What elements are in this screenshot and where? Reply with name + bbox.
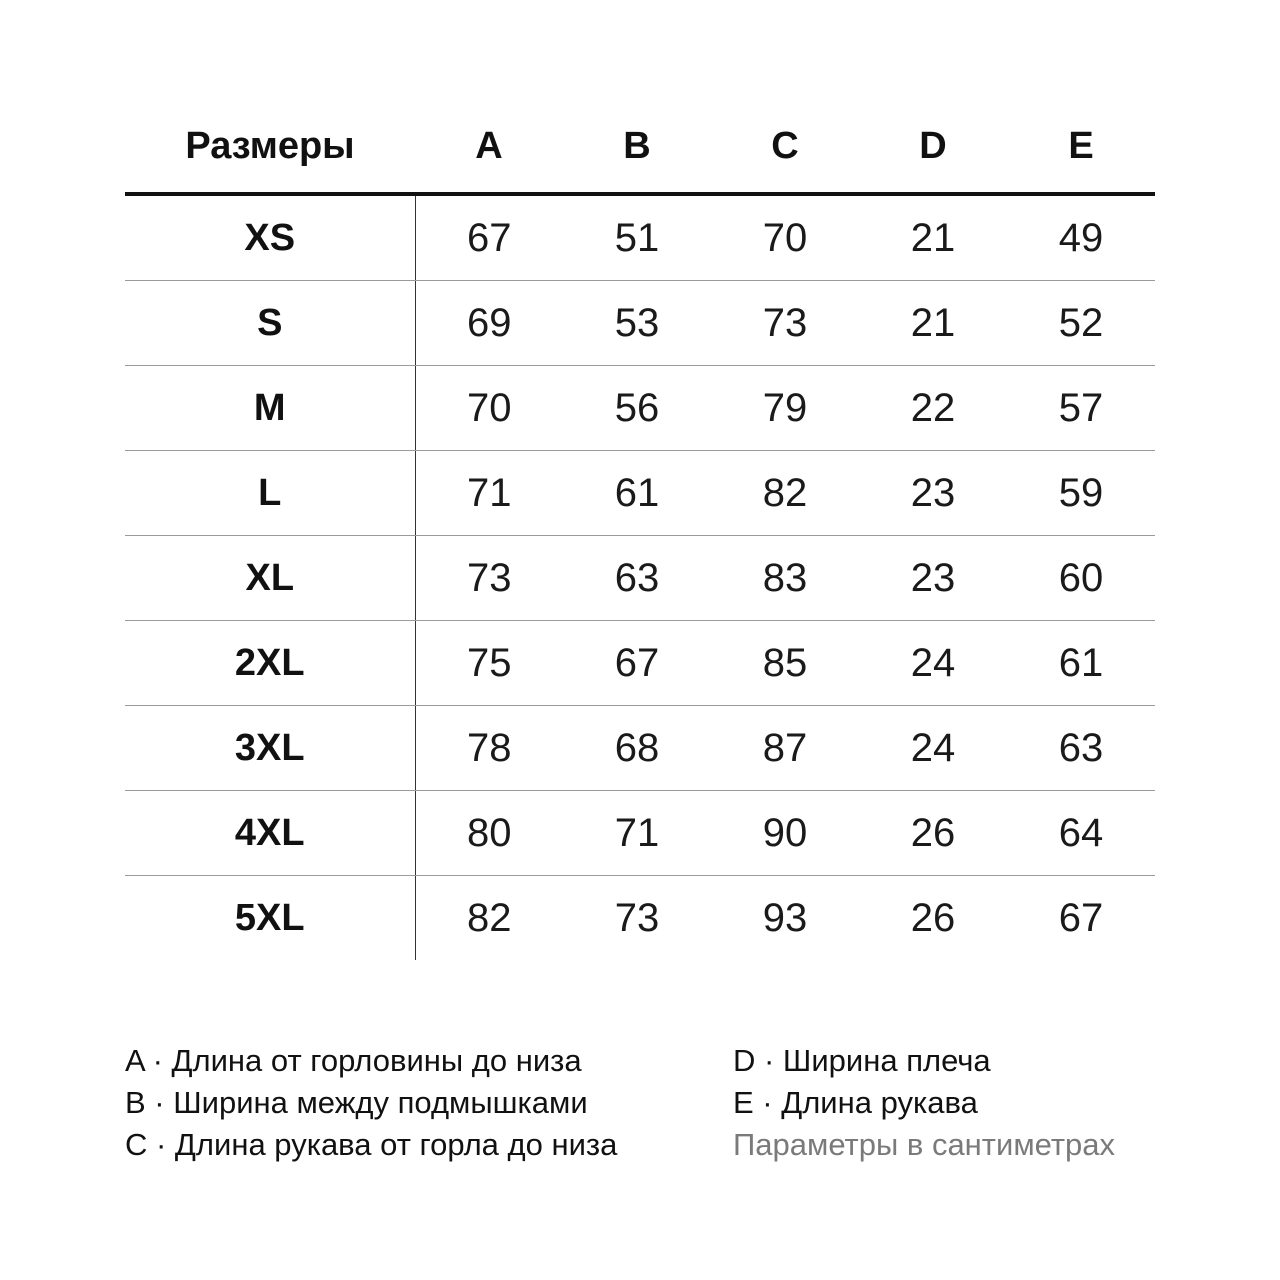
size-label: M (125, 366, 415, 451)
table-row (125, 366, 1155, 451)
measurement-value: 85 (711, 621, 859, 706)
measurement-value: 61 (1007, 621, 1155, 706)
legend-item-a: A · Длина от горловины до низа (125, 1043, 582, 1078)
measurement-value: 22 (859, 366, 1007, 451)
measurement-value: 67 (1058, 895, 1104, 940)
table-row (125, 791, 1155, 876)
measurement-value: 64 (1007, 791, 1155, 876)
table-row (125, 876, 1155, 961)
measurement-value: 70 (415, 366, 563, 451)
measurement-value: 26 (859, 791, 1007, 876)
table-row (125, 281, 1155, 366)
measurement-value: 68 (563, 706, 711, 791)
legend-right (733, 1040, 1115, 1166)
header-c: C (711, 100, 859, 194)
measurement-value: 57 (1007, 366, 1155, 451)
measurement-value: 93 (762, 895, 808, 940)
measurement-value: 87 (711, 706, 859, 791)
table-row (125, 706, 1155, 791)
measurement-value: 60 (1007, 536, 1155, 621)
measurement-value: 73 (711, 281, 859, 366)
measurement-value: 80 (415, 791, 563, 876)
header-a: A (415, 100, 563, 194)
measurement-value: 49 (1007, 194, 1155, 281)
measurement-value: 67 (563, 621, 711, 706)
size-label: XL (125, 536, 415, 621)
measurement-value: 71 (415, 451, 563, 536)
header-e: E (1007, 100, 1155, 194)
measurement-value: 73 (415, 536, 563, 621)
size-label: 3XL (125, 706, 415, 791)
measurement-value: 21 (859, 194, 1007, 281)
header-sizes: Размеры (125, 100, 415, 194)
measurement-value: 26 (910, 895, 956, 940)
measurement-value: 70 (711, 194, 859, 281)
measurement-value: 63 (563, 536, 711, 621)
measurement-value: 83 (711, 536, 859, 621)
legend-item-c: C · Длина рукава от горла до низа (125, 1127, 618, 1162)
legend-left (125, 1040, 617, 1166)
measurement-value: 21 (859, 281, 1007, 366)
measurement-value: 90 (711, 791, 859, 876)
measurement-value: 67 (415, 194, 563, 281)
measurement-value: 23 (859, 451, 1007, 536)
table-row (125, 194, 1155, 281)
measurement-value: 59 (1007, 451, 1155, 536)
measurement-value: 78 (415, 706, 563, 791)
size-label: 4XL (125, 791, 415, 876)
header-b: B (563, 100, 711, 194)
table-row (125, 621, 1155, 706)
units-note: Параметры в сантиметрах (733, 1127, 1116, 1162)
measurement-value: 63 (1007, 706, 1155, 791)
table-row (125, 451, 1155, 536)
legend-item-e: E · Длина рукава (733, 1085, 978, 1120)
measurement-value: 75 (415, 621, 563, 706)
size-label: 2XL (125, 621, 415, 706)
measurement-value: 69 (415, 281, 563, 366)
measurement-value: 24 (859, 621, 1007, 706)
measurement-value: 51 (563, 194, 711, 281)
measurement-value: 23 (859, 536, 1007, 621)
table-row (125, 536, 1155, 621)
measurement-value: 53 (563, 281, 711, 366)
measurement-value: 24 (859, 706, 1007, 791)
header-row (125, 100, 1155, 194)
table-header (125, 100, 1155, 194)
size-label: 5XL (125, 876, 415, 961)
measurement-value: 82 (467, 895, 512, 940)
size-label: S (125, 281, 415, 366)
measurement-value: 71 (563, 791, 711, 876)
measurement-value: 82 (711, 451, 859, 536)
measurement-value: 61 (563, 451, 711, 536)
header-d: D (859, 100, 1007, 194)
size-label: XS (125, 194, 415, 281)
measurement-value: 52 (1007, 281, 1155, 366)
size-table (125, 100, 1155, 960)
measurement-value: 56 (563, 366, 711, 451)
table-body (125, 194, 1155, 960)
measurement-value: 79 (711, 366, 859, 451)
legend-item-b: B · Ширина между подмышками (125, 1085, 588, 1120)
measurement-value: 73 (614, 895, 660, 940)
legend-item-d: D · Ширина плеча (733, 1043, 991, 1078)
size-label: L (125, 451, 415, 536)
